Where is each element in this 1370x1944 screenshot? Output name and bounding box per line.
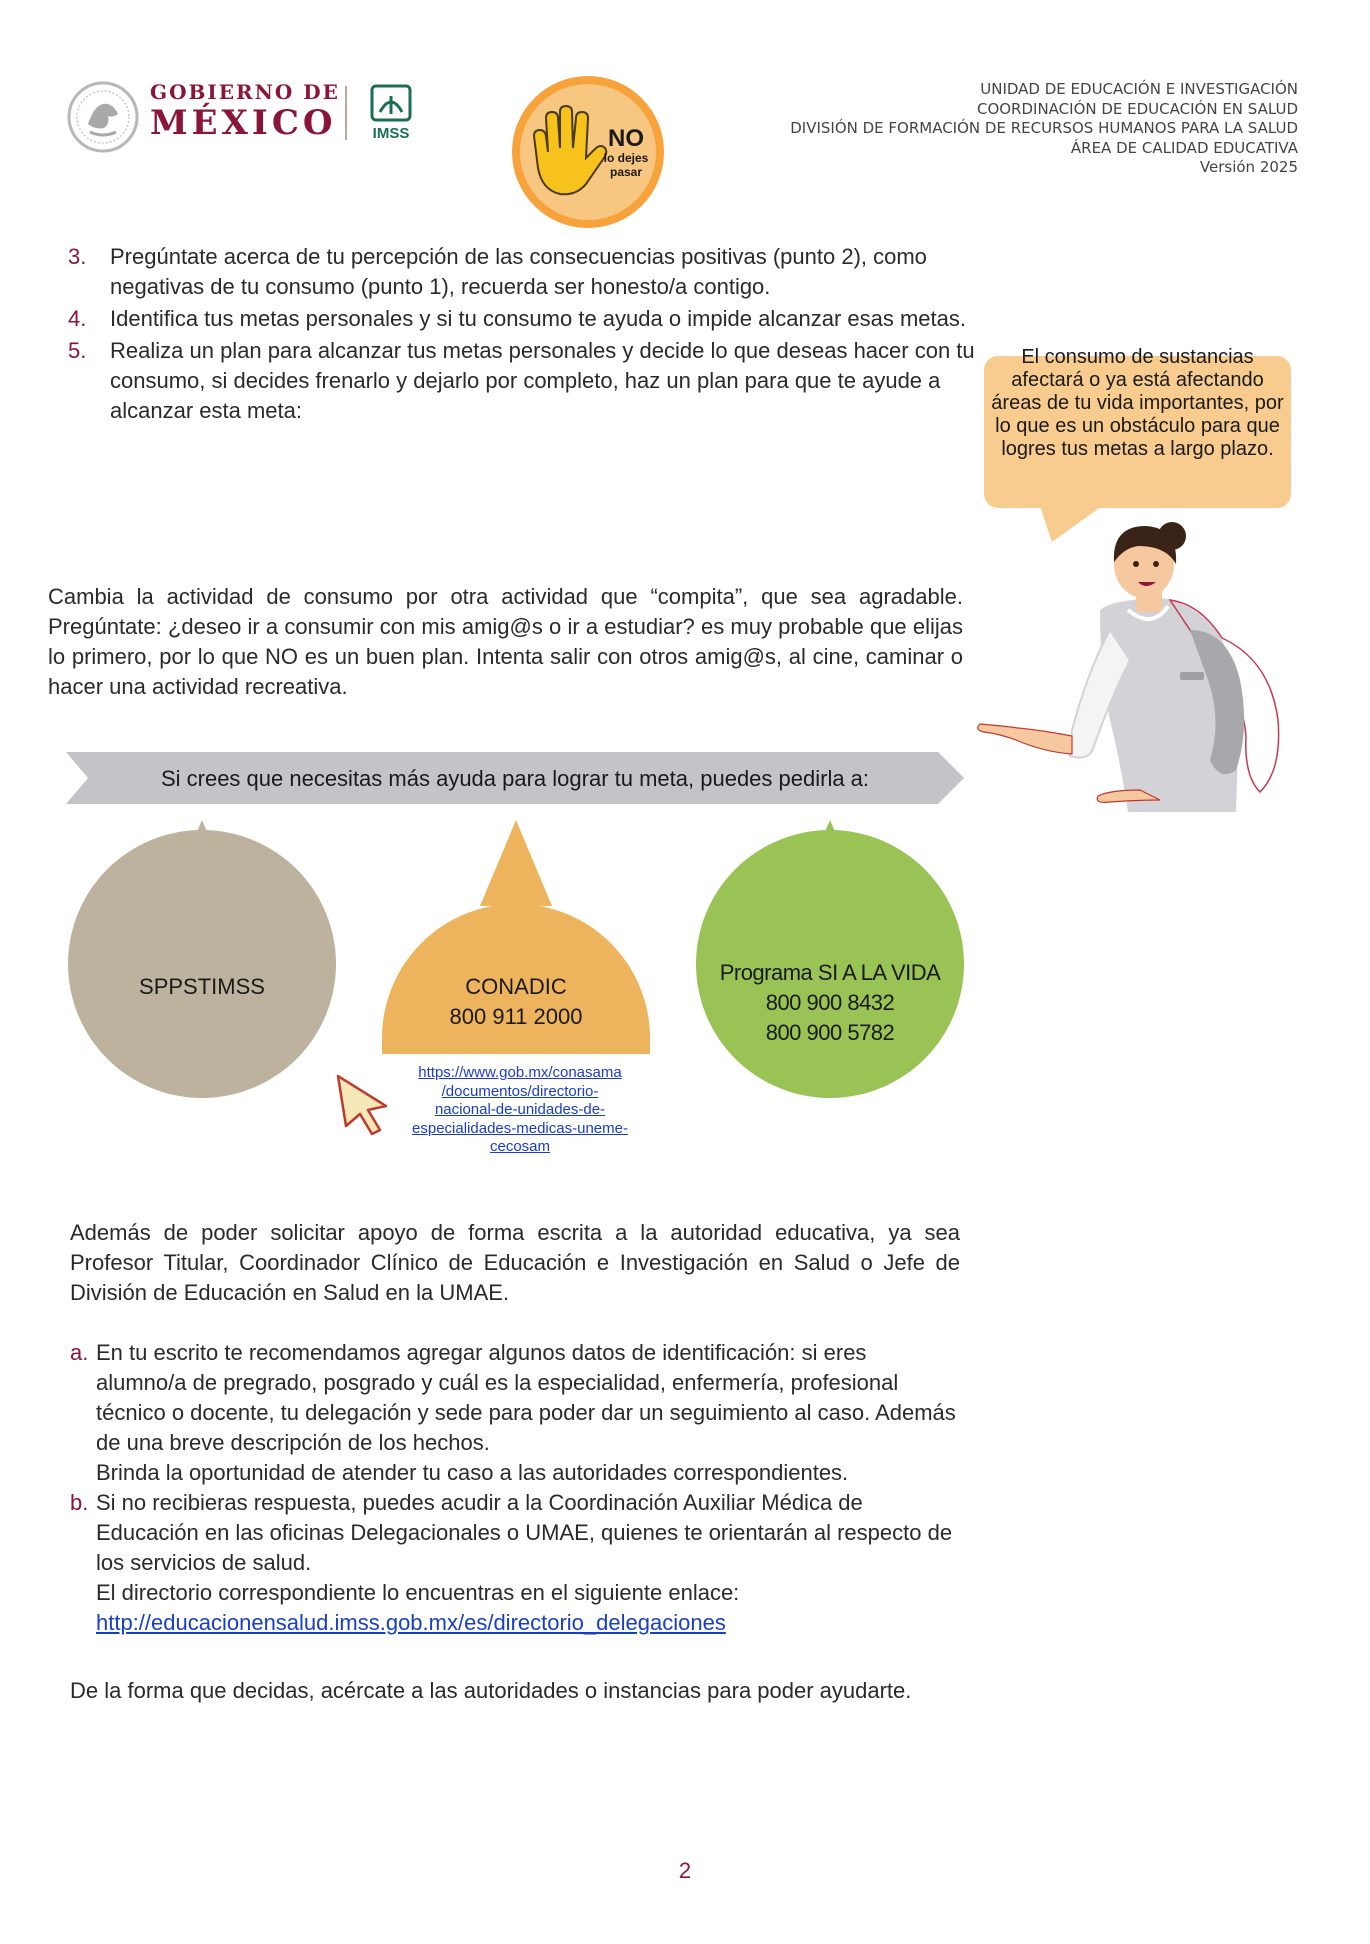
activity-paragraph: Cambia la actividad de consumo por otra actividad que “compita”, que sea agradable. Pregúntate: ¿deseo ir a consumir con mis amig@s o ir a estudiar? es muy probable que elijas lo primero, por lo que NO es un buen plan. Intenta salir con otros amig@s, al cine, caminar o hacer una actividad recreativa. xyxy=(48,584,963,699)
mexico-coat-of-arms-icon xyxy=(66,80,140,154)
badge-line1: lo dejes xyxy=(603,151,649,165)
gov-line2: MÉXICO xyxy=(150,103,337,143)
list-number: 5. xyxy=(68,338,87,363)
header-divider xyxy=(345,86,347,140)
lettered-list xyxy=(70,1338,960,1638)
list-text-extra: Brinda la oportunidad de atender tu caso a las autoridades correspondientes. xyxy=(96,1460,849,1485)
list-letter: b. xyxy=(70,1490,89,1515)
list-item xyxy=(68,242,978,302)
list-letter: a. xyxy=(70,1340,89,1365)
help-banner-text: Si crees que necesitas más ayuda para lograr tu meta, puedes pedirla a: xyxy=(160,766,870,791)
conadic-block xyxy=(380,972,652,1032)
government-logo-text xyxy=(150,80,340,142)
speech-bubble-text: El consumo de sustancias afectará o ya está afectando áreas de tu vida importantes, por lo que es un obstáculo para que logres tus metas a largo plazo. xyxy=(991,346,1284,460)
list-text: En tu escrito te recomendamos agregar algunos datos de identificación: si eres alumno/a de pregrado, posgrado y cuál es la especialidad, enfermería, profesional técnico o docente, tu delegación y sede para poder dar un seguimiento al caso. Además de una breve descripción de los hechos. xyxy=(96,1340,956,1455)
link-line[interactable]: cecosam xyxy=(489,1138,551,1155)
link-line[interactable]: https://www.gob.mx/conasama xyxy=(418,1064,622,1081)
page-number: 2 xyxy=(678,1858,692,1883)
directorio-delegaciones-link[interactable]: http://educacionensalud.imss.gob.mx/es/directorio_delegaciones xyxy=(96,1610,726,1635)
header-line: DIVISIÓN DE FORMACIÓN DE RECURSOS HUMANOS PARA LA SALUD xyxy=(790,119,1298,137)
list-text: Realiza un plan para alcanzar tus metas personales y decide lo que deseas hacer con tu consumo, si decides frenarlo y dejarlo por completo, haz un plan para que te ayude a alcanzar esta meta: xyxy=(110,338,975,423)
si-a-la-vida-phone-2: 800 900 5782 xyxy=(765,1020,895,1045)
conadic-directory-link[interactable] xyxy=(400,1064,640,1157)
sppstimss-title: SPPSTIMSS xyxy=(139,974,265,999)
header-line: UNIDAD DE EDUCACIÓN E INVESTIGACIÓN xyxy=(980,80,1298,98)
link-line[interactable]: especialidades-medicas-uneme- xyxy=(412,1119,628,1137)
header-institution-info xyxy=(790,80,1298,178)
list-text: Pregúntate acerca de tu percepción de las consecuencias positivas (punto 2), como negativas de tu consumo (punto 1), recuerda ser honesto/a contigo. xyxy=(110,244,927,299)
no-lo-dejes-pasar-badge xyxy=(508,72,668,232)
badge-line2: pasar xyxy=(609,165,643,179)
closing-paragraph: De la forma que decidas, acércate a las autoridades o instancias para poder ayudarte. xyxy=(70,1678,912,1703)
list-number: 3. xyxy=(68,244,87,269)
list-item xyxy=(70,1488,960,1638)
si-a-la-vida-block xyxy=(694,958,966,1048)
list-text-extra: El directorio correspondiente lo encuentras en el siguiente enlace: xyxy=(96,1580,740,1605)
list-item xyxy=(70,1338,960,1488)
header-version: Versión 2025 xyxy=(1199,158,1298,176)
nurse-illustration xyxy=(960,520,1290,820)
list-text: Identifica tus metas personales y si tu consumo te ayuda o impide alcanzar esas metas. xyxy=(110,306,966,331)
link-line[interactable]: nacional-de-unidades-de- xyxy=(434,1101,606,1118)
numbered-list xyxy=(68,242,978,428)
imss-logo-icon xyxy=(368,84,414,142)
list-item xyxy=(68,336,978,426)
gov-line1: GOBIERNO DE xyxy=(150,80,340,104)
support-paragraph: Además de poder solicitar apoyo de forma escrita a la autoridad educativa, ya sea Profesor Titular, Coordinador Clínico de Educación e Investigación en Salud o Jefe de División de Educación en Salud en la UMAE. xyxy=(70,1220,960,1305)
badge-no-text: NO xyxy=(608,125,644,152)
list-number: 4. xyxy=(68,306,87,331)
list-text: Si no recibieras respuesta, puedes acudir a la Coordinación Auxiliar Médica de Educación en las oficinas Delegacionales o UMAE, quienes te orientarán al respecto de los servicios de salud. xyxy=(96,1490,953,1575)
conadic-title: CONADIC xyxy=(465,974,567,999)
pointer-cursor-icon xyxy=(334,1072,392,1140)
link-line[interactable]: /documentos/directorio- xyxy=(441,1082,599,1100)
header-line: ÁREA DE CALIDAD EDUCATIVA xyxy=(1070,138,1298,157)
imss-label: IMSS xyxy=(372,125,410,142)
list-item xyxy=(68,304,978,334)
circle-sppstimss xyxy=(66,812,338,1100)
conadic-phone: 800 911 2000 xyxy=(449,1004,583,1029)
si-a-la-vida-phone-1: 800 900 8432 xyxy=(765,990,895,1015)
circle-si-a-la-vida xyxy=(694,812,966,1100)
header-line: COORDINACIÓN DE EDUCACIÓN EN SALUD xyxy=(976,99,1298,118)
si-a-la-vida-title: Programa SI A LA VIDA xyxy=(719,960,941,985)
